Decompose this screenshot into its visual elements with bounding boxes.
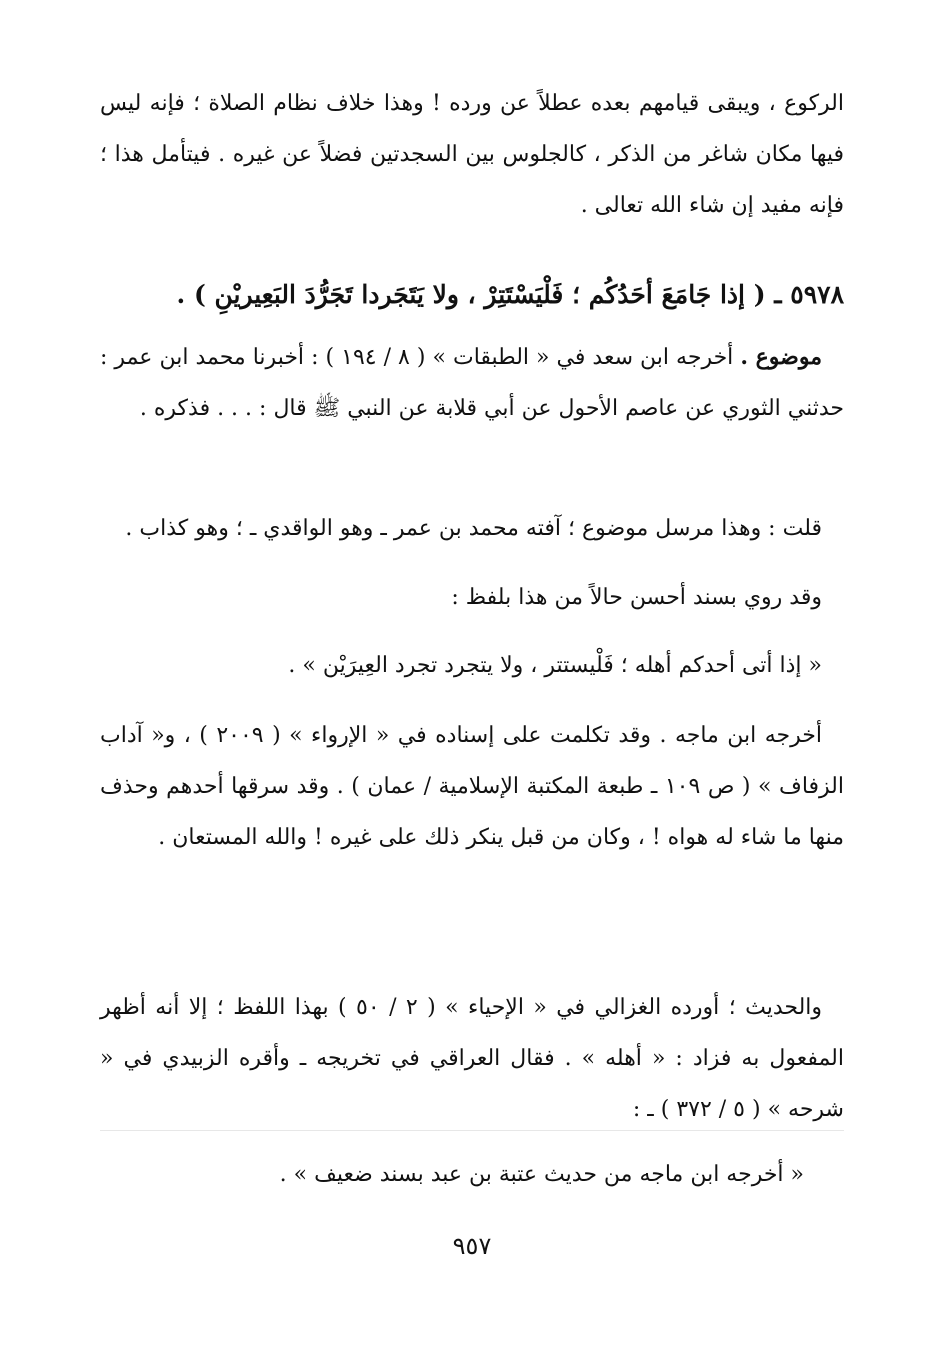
comment-paragraph-1: قلت : وهذا مرسل موضوع ؛ آفته محمد بن عمر ـ وهو الواقدي ـ ؛ وهو كذاب .: [125, 516, 822, 541]
continuation-paragraph: الركوع ، ويبقى قيامهم بعده عطلاً عن ورده ! وهذا خلاف نظام الصلاة ؛ فإنه ليس فيها مكان شاغر من الذكر ، كالجلوس بين السجدتين فضلاً عن غيره . فيتأمل هذا ؛ فإنه مفيد إن شاء الله تعالى .: [100, 91, 844, 218]
takhrij-text: أخرجه ابن سعد في « الطبقات » ( ٨ / ١٩٤ ) : أخبرنا محمد ابن عمر : حدثني الثوري عن عاصم الأحول عن أبي قلابة عن النبي ﷺ قال : . . . فذكره .: [100, 345, 844, 421]
ghazali-paragraph: والحديث ؛ أورده الغزالي في « الإحياء » ( ٢ / ٥٠ ) بهذا اللفظ ؛ إلا أنه أظهر المفعول به فزاد : « أهله » . فقال العراقي في تخريجه ـ وأقره الزبيدي في « شرحه » ( ٥ / ٣٧٢ ) ـ :: [100, 995, 844, 1122]
book-page: [100, 70, 844, 1320]
takhrij-paragraph: [100, 332, 844, 434]
ikhraj-paragraph: أخرجه ابن ماجه . وقد تكلمت على إسناده في « الإرواء » ( ٢٠٠٩ ) ، و« آداب الزفاف » ( ص ١٠٩ ـ طبعة المكتبة الإسلامية / عمان ) . وقد سرقها أحدهم وحذف منها ما شاء له هواه ! ، وكان من قبل ينكر ذلك على غيره ! والله المستعان .: [100, 723, 844, 850]
divider: [100, 1130, 844, 1131]
page-number: ٩٥٧: [452, 1232, 492, 1260]
hadith-heading: [100, 270, 844, 320]
comment-paragraph-2: وقد روي بسند أحسن حالاً من هذا بلفظ :: [451, 585, 822, 610]
quoted-hadith: « إذا أتى أحدكم أهله ؛ فَلْيستتر ، ولا يتجرد تجرد العِيرَيْن » .: [288, 653, 822, 678]
hadith-grade: موضوع .: [740, 344, 822, 370]
iraqi-quote: « أخرجه ابن ماجه من حديث عتبة بن عبد بسند ضعيف » .: [279, 1162, 804, 1187]
hadith-number: ٥٩٧٨: [790, 280, 844, 309]
hadith-text: ـ ( إذا جَامَعَ أحَدُكُم ؛ فَلْيَسْتَتِرْ ، ولا يَتَجَردا تَجَرُّدَ البَعِيريْنِ ) .: [176, 280, 782, 309]
